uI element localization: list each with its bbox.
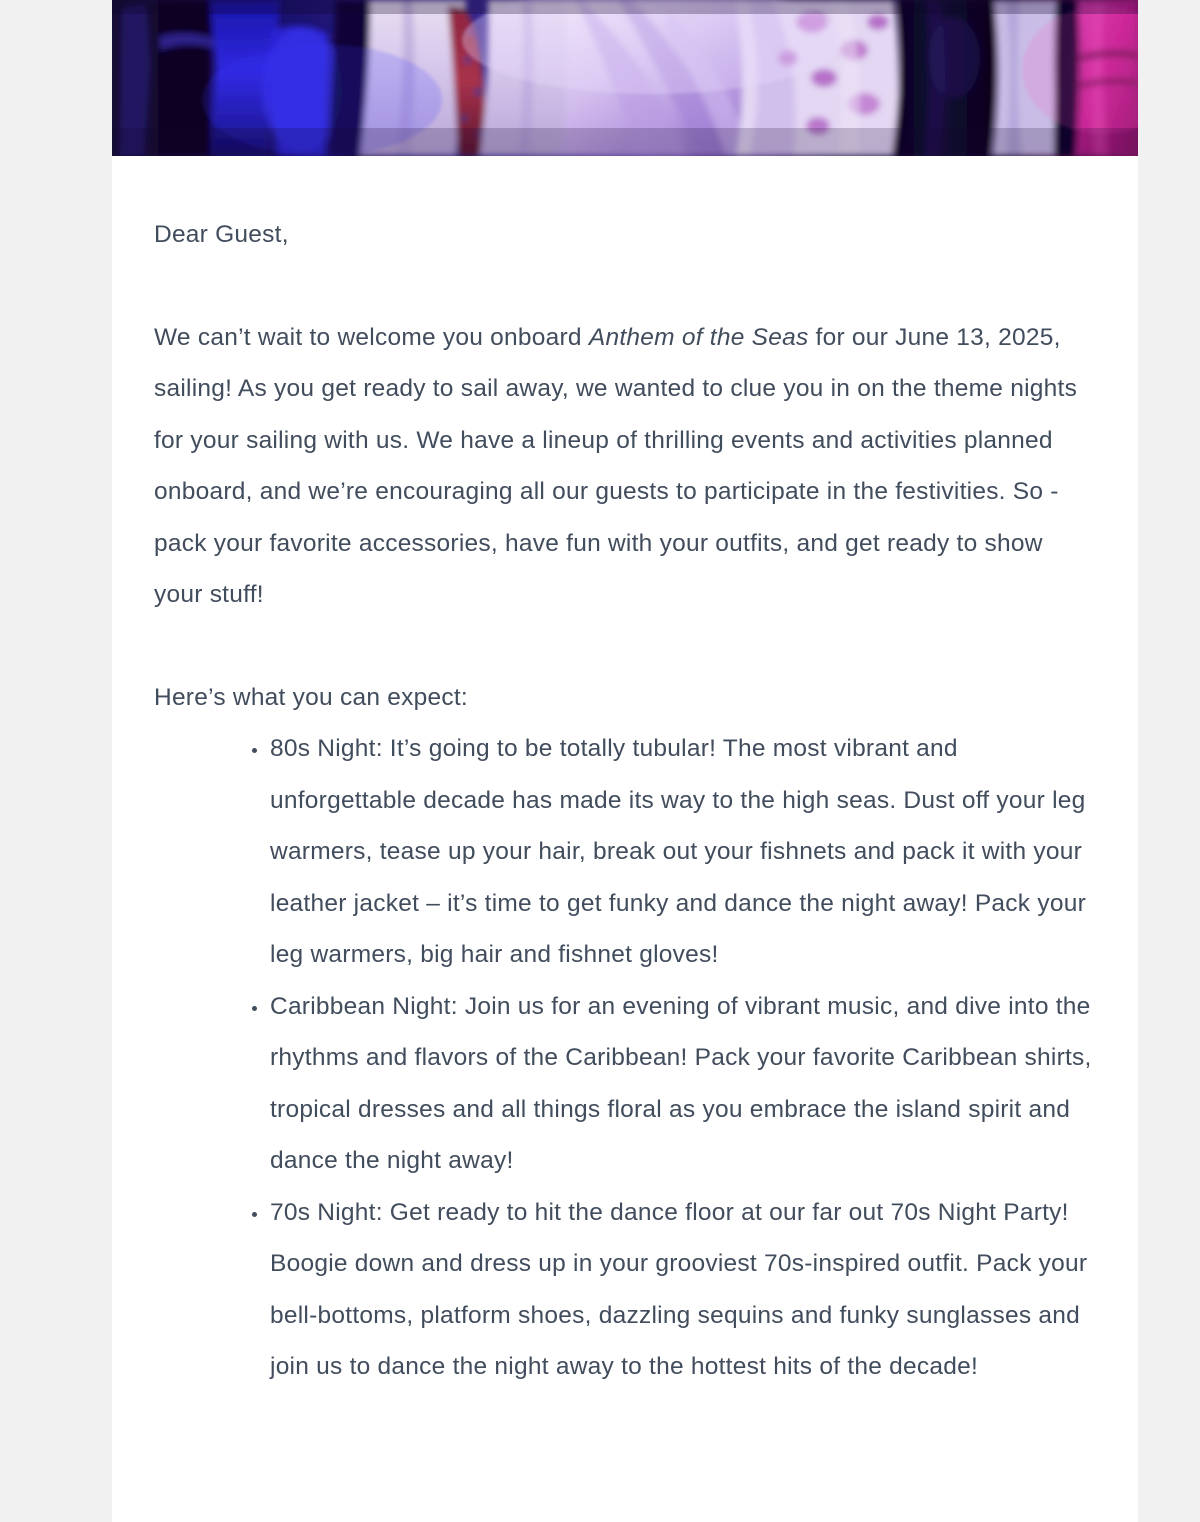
list-item-70s-night: 70s Night: Get ready to hit the dance floor at our far out 70s Night Party! Boogie down and dress up in your grooviest 70s-inspired outfit. Pack your bell-bottoms, platform shoes, dazzling sequins and funky sunglasses and join us to dance the night away to the hottest hits of the decade! <box>252 1187 1096 1393</box>
ship-name: Anthem of the Seas <box>588 323 809 351</box>
email-body <box>112 156 1138 1433</box>
expect-heading: Here’s what you can expect: <box>154 683 468 711</box>
intro-paragraph <box>154 312 1096 621</box>
intro-text-after-ship: for our June 13, 2025, sailing! As you get ready to sail away, we wanted to clue you in on the theme nights for your sailing with us. We have a lineup of thrilling events and activities planned onboard, and we’re encouraging all our guests to participate in the festivities. So - pack your favorite accessories, have fun with your outfits, and get ready to show your stuff! <box>154 323 1078 608</box>
theme-nights-list <box>154 723 1096 1393</box>
hero-photo-artwork <box>112 0 1138 156</box>
salutation: Dear Guest, <box>154 221 289 248</box>
hero-photo-dancers <box>112 0 1138 156</box>
list-item-caribbean-night: Caribbean Night: Join us for an evening of vibrant music, and dive into the rhythms and flavors of the Caribbean! Pack your favorite Caribbean shirts, tropical dresses and all things floral as you embrace the island spirit and dance the night away! <box>252 981 1096 1187</box>
intro-text-before-ship: We can’t wait to welcome you onboard <box>154 323 589 351</box>
email-card <box>112 0 1138 1522</box>
list-item-80s-night: 80s Night: It’s going to be totally tubular! The most vibrant and unforgettable decade has made its way to the high seas. Dust off your leg warmers, tease up your hair, break out your fishnets and pack it with your leather jacket – it’s time to get funky and dance the night away! Pack your leg warmers, big hair and fishnet gloves! <box>252 723 1096 981</box>
